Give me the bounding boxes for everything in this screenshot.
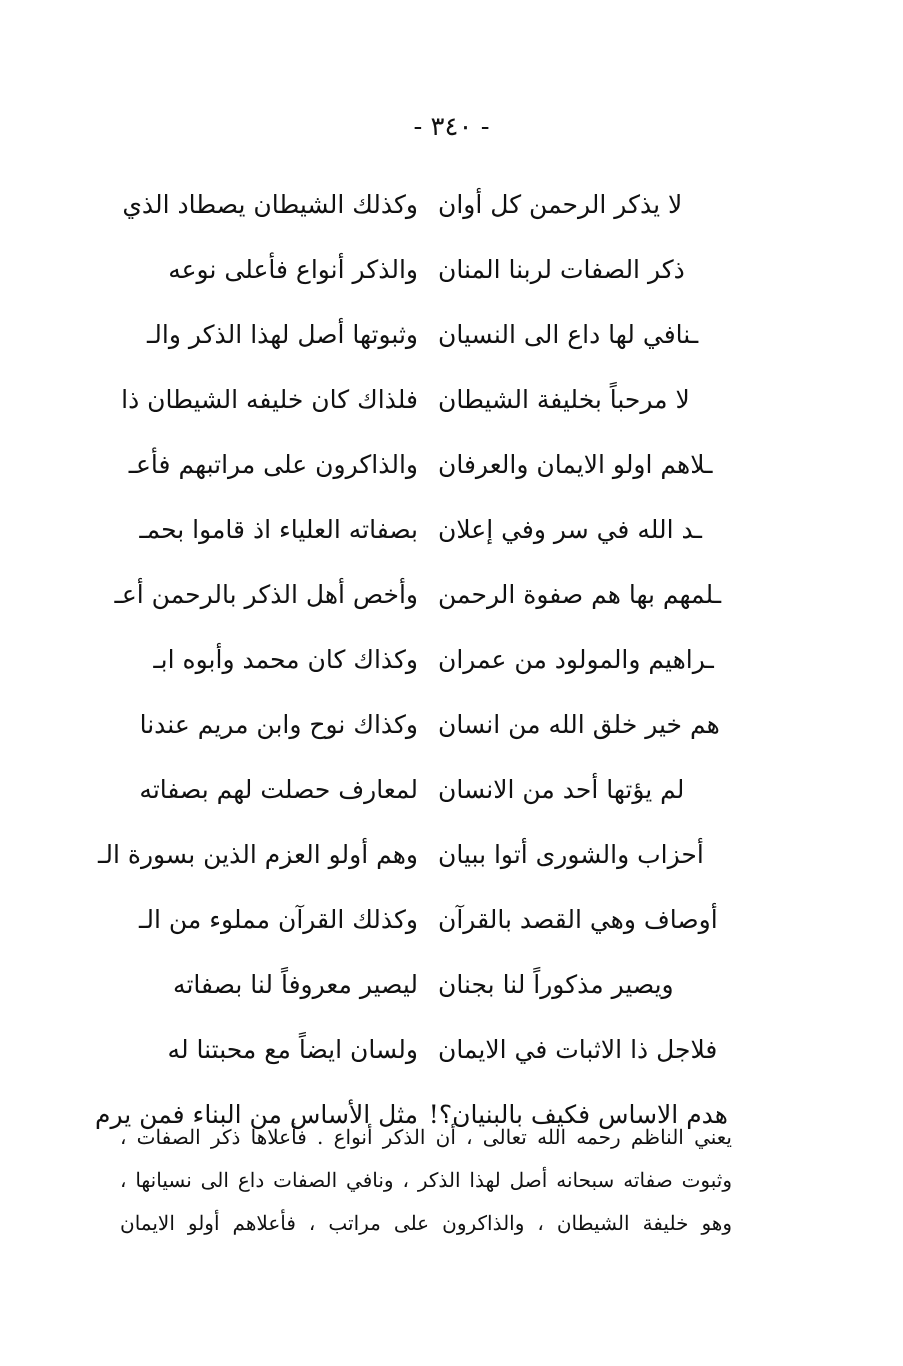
verse-second-hemistich: لا مرحباً بخليفة الشيطان bbox=[438, 385, 690, 414]
verse-line bbox=[128, 1017, 728, 1082]
verse-second-hemistich: أوصاف وهي القصد بالقرآن bbox=[438, 905, 718, 934]
verse-line bbox=[128, 432, 728, 497]
verse-first-hemistich: وكذلك القرآن مملوء من الـ bbox=[139, 905, 418, 934]
verse-line bbox=[122, 172, 728, 237]
commentary-paragraph bbox=[120, 1116, 732, 1245]
verse-line bbox=[128, 627, 728, 692]
verse-line bbox=[128, 692, 728, 757]
verse-second-hemistich: ـلمهم بها هم صفوة الرحمن bbox=[438, 580, 722, 609]
verse-first-hemistich: وأخص أهل الذكر بالرحمن أعـ bbox=[114, 580, 418, 609]
verse-second-hemistich: فلاجل ذا الاثبات في الايمان bbox=[438, 1035, 718, 1064]
verse-second-hemistich: ـد الله في سر وفي إعلان bbox=[438, 515, 702, 544]
verse-first-hemistich: وكذاك نوح وابن مريم عندنا bbox=[139, 710, 418, 739]
verse-second-hemistich: ـراهيم والمولود من عمران bbox=[438, 645, 714, 674]
verse-second-hemistich: ـلاهم اولو الايمان والعرفان bbox=[438, 450, 713, 479]
verse-second-hemistich: هدم الاساس فكيف بالبنيان؟! bbox=[428, 1100, 728, 1129]
verse-first-hemistich: والذكر أنواع فأعلى نوعه bbox=[168, 255, 418, 284]
verse-line bbox=[128, 757, 728, 822]
commentary-line: يعني الناظم رحمه الله تعالى ، أن الذكر أنواع . فأعلاها ذكر الصفات ، bbox=[120, 1125, 732, 1149]
verse-first-hemistich: بصفاته العلياء اذ قاموا بحمـ bbox=[139, 515, 418, 544]
verse-first-hemistich: وكذلك الشيطان يصطاد الذي bbox=[122, 190, 418, 219]
verse-first-hemistich: ليصير معروفاً لنا بصفاته bbox=[173, 970, 418, 999]
verse-second-hemistich: لم يؤتها أحد من الانسان bbox=[438, 775, 685, 804]
verse-second-hemistich: لا يذكر الرحمن كل أوان bbox=[438, 190, 683, 219]
poem-verses bbox=[95, 172, 728, 1147]
verse-line bbox=[128, 302, 728, 367]
verse-second-hemistich: هم خير خلق الله من انسان bbox=[438, 710, 720, 739]
commentary-line: وهو خليفة الشيطان ، والذاكرون على مراتب ، فأعلاهم أولو الايمان bbox=[120, 1211, 732, 1235]
verse-line bbox=[114, 562, 728, 627]
verse-line bbox=[121, 367, 728, 432]
verse-second-hemistich: ـنافي لها داع الى النسيان bbox=[438, 320, 699, 349]
verse-first-hemistich: ولسان ايضاً مع محبتنا له bbox=[167, 1035, 418, 1064]
verse-first-hemistich: مثل الأساس من البناء فمن يرم bbox=[95, 1100, 418, 1129]
commentary-line: وثبوت صفاته سبحانه أصل لهذا الذكر ، ونافي الصفات داع الى نسيانها ، bbox=[120, 1168, 732, 1192]
verse-line bbox=[128, 952, 728, 1017]
verse-line bbox=[128, 237, 728, 302]
page-number: - ٣٤٠ - bbox=[413, 112, 490, 142]
verse-first-hemistich: وهم أولو العزم الذين بسورة الـ bbox=[98, 840, 418, 869]
verse-first-hemistich: لمعارف حصلت لهم بصفاته bbox=[139, 775, 418, 804]
verse-first-hemistich: وكذاك كان محمد وأبوه ابـ bbox=[153, 645, 418, 674]
verse-first-hemistich: وثبوتها أصل لهذا الذكر والـ bbox=[146, 320, 418, 349]
verse-first-hemistich: والذاكرون على مراتبهم فأعـ bbox=[128, 450, 418, 479]
verse-second-hemistich: ذكر الصفات لربنا المنان bbox=[438, 255, 685, 284]
verse-second-hemistich: أحزاب والشورى أتوا ببيان bbox=[438, 840, 704, 869]
verse-line bbox=[128, 497, 728, 562]
verse-first-hemistich: فلذاك كان خليفه الشيطان ذا bbox=[121, 385, 418, 414]
verse-line bbox=[128, 887, 728, 952]
verse-second-hemistich: ويصير مذكوراً لنا بجنان bbox=[438, 970, 674, 999]
verse-line bbox=[98, 822, 728, 887]
